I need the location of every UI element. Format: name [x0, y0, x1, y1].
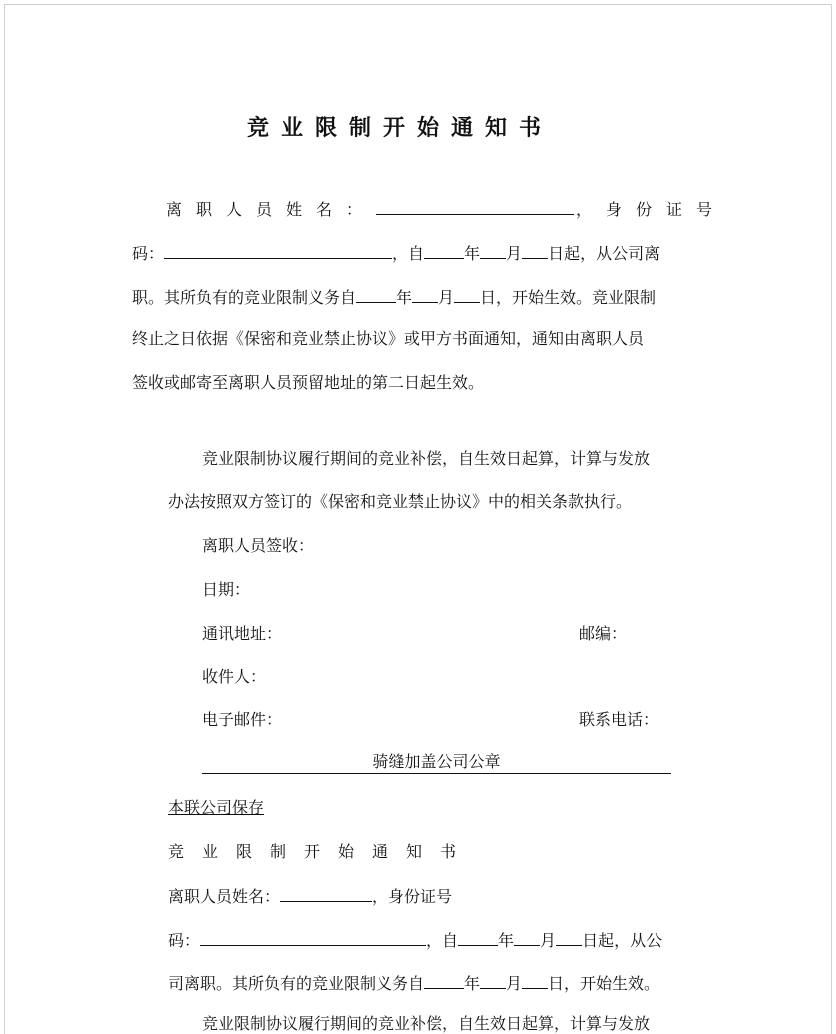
- date-label: 日期：: [202, 580, 251, 599]
- seal-stamp-text: 骑缝加盖公司公章: [372, 752, 501, 771]
- para1-line4: 终止之日依据《保密和竞业禁止协议》或甲方书面通知，通知由离职人员: [132, 329, 645, 348]
- para1-line5: 签收或邮寄至离职人员预留地址的第二日起生效。: [132, 373, 485, 392]
- sign-label: 离职人员签收：: [202, 536, 315, 555]
- para2-line1: 竞业限制协议履行期间的竞业补偿，自生效日起算，计算与发放: [202, 449, 651, 468]
- recipient-label: 收件人：: [202, 667, 267, 686]
- copy-line2: 码： ，自 年 月 日起，从公: [168, 931, 663, 950]
- phone-label: 联系电话：: [579, 710, 660, 729]
- copy-line3: 司离职。其所负有的竞业限制义务自 年 月 日，开始生效。: [168, 974, 661, 993]
- email-label: 电子邮件：: [202, 710, 283, 729]
- seal-stamp-line: [202, 751, 671, 774]
- copy-line1: 离职人员姓名： ，身份证号: [168, 887, 453, 906]
- company-copy-label: 本联公司保存: [168, 798, 265, 817]
- para1-line2: 码： ，自 年 月 日起，从公司离: [132, 244, 661, 263]
- address-label: 通讯地址：: [202, 624, 283, 643]
- para2-line2: 办法按照双方签订的《保密和竞业禁止协议》中的相关条款执行。: [168, 492, 633, 511]
- page-title: 竞业限制开始通知书: [247, 115, 554, 141]
- postcode-label: 邮编：: [579, 624, 628, 643]
- document-page: [4, 4, 832, 1034]
- para1-line3: 职。其所负有的竞业限制义务自 年 月 日，开始生效。竞业限制: [132, 288, 657, 307]
- para1-line1: 离职人员姓名： ，身份证号: [166, 200, 727, 219]
- copy-line4: 竞业限制协议履行期间的竞业补偿，自生效日起算，计算与发放: [202, 1014, 651, 1033]
- copy-title: 竞业限制开始通知书: [168, 842, 475, 861]
